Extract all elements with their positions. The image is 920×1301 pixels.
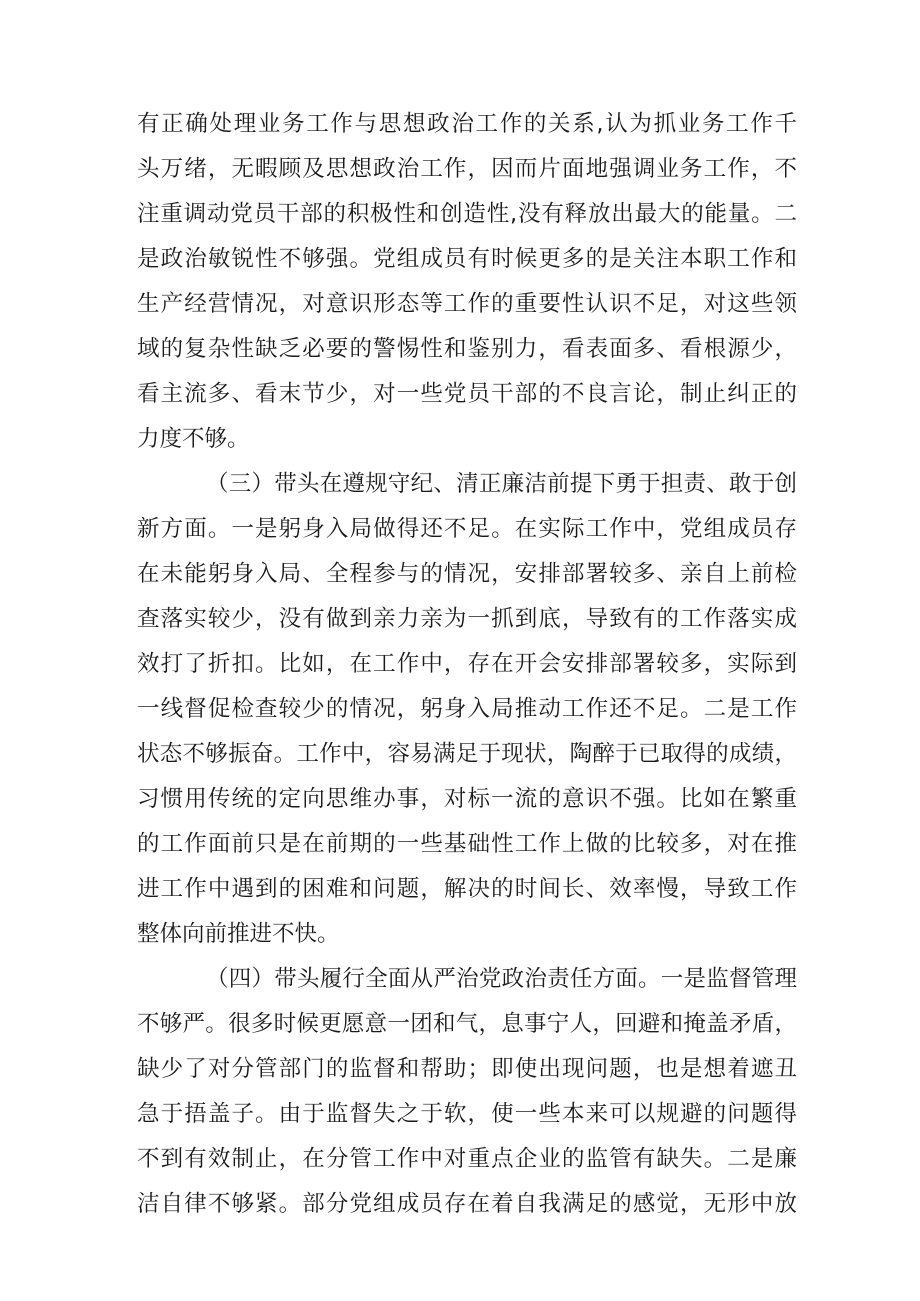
text-line: 是政治敏锐性不够强。党组成员有时候更多的是关注本职工作和 <box>137 246 797 272</box>
text-line: 不到有效制止，在分管工作中对重点企业的监管有缺失。二是廉 <box>137 1146 797 1172</box>
paragraph-heading-line: （三）带头在遵规守纪、清正廉洁前提下勇于担责、敢于创 <box>206 471 797 497</box>
text-line: 状态不够振奋。工作中，容易满足于现状，陶醉于已取得的成绩， <box>137 741 797 767</box>
document-body <box>137 102 797 1227</box>
text-line: 进工作中遇到的困难和问题，解决的时间长、效率慢，导致工作 <box>137 876 797 902</box>
text-line: 效打了折扣。比如，在工作中，存在开会安排部署较多，实际到 <box>137 651 797 677</box>
text-line: 急于捂盖子。由于监督失之于软，使一些本来可以规避的问题得 <box>137 1101 797 1127</box>
text-line: 有正确处理业务工作与思想政治工作的关系,认为抓业务工作千 <box>137 111 797 137</box>
text-line: 不够严。很多时候更愿意一团和气，息事宁人，回避和掩盖矛盾， <box>137 1011 797 1037</box>
text-line: 力度不够。 <box>137 426 250 452</box>
text-line: 在未能躬身入局、全程参与的情况，安排部署较多、亲自上前检 <box>137 561 797 587</box>
text-line: 域的复杂性缺乏必要的警惕性和鉴别力，看表面多、看根源少， <box>137 336 797 362</box>
text-line: 注重调动党员干部的积极性和创造性,没有释放出最大的能量。二 <box>137 201 797 227</box>
text-line: 生产经营情况，对意识形态等工作的重要性认识不足，对这些领 <box>137 291 797 317</box>
text-line: 一线督促检查较少的情况，躬身入局推动工作还不足。二是工作 <box>137 696 797 722</box>
paragraph-heading-line: （四）带头履行全面从严治党政治责任方面。一是监督管理 <box>206 966 797 992</box>
text-line: 新方面。一是躬身入局做得还不足。在实际工作中，党组成员存 <box>137 516 797 542</box>
text-line: 洁自律不够紧。部分党组成员存在着自我满足的感觉，无形中放 <box>137 1191 797 1217</box>
text-line: 的工作面前只是在前期的一些基础性工作上做的比较多，对在推 <box>137 831 797 857</box>
text-line: 整体向前推进不快。 <box>137 921 340 947</box>
text-line: 看主流多、看末节少，对一些党员干部的不良言论，制止纠正的 <box>137 381 797 407</box>
text-line: 查落实较少，没有做到亲力亲为一抓到底，导致有的工作落实成 <box>137 606 797 632</box>
text-line: 习惯用传统的定向思维办事，对标一流的意识不强。比如在繁重 <box>137 786 797 812</box>
text-line: 缺少了对分管部门的监督和帮助；即使出现问题，也是想着遮丑 <box>137 1056 797 1082</box>
text-line: 头万绪，无暇顾及思想政治工作，因而片面地强调业务工作，不 <box>137 156 797 182</box>
